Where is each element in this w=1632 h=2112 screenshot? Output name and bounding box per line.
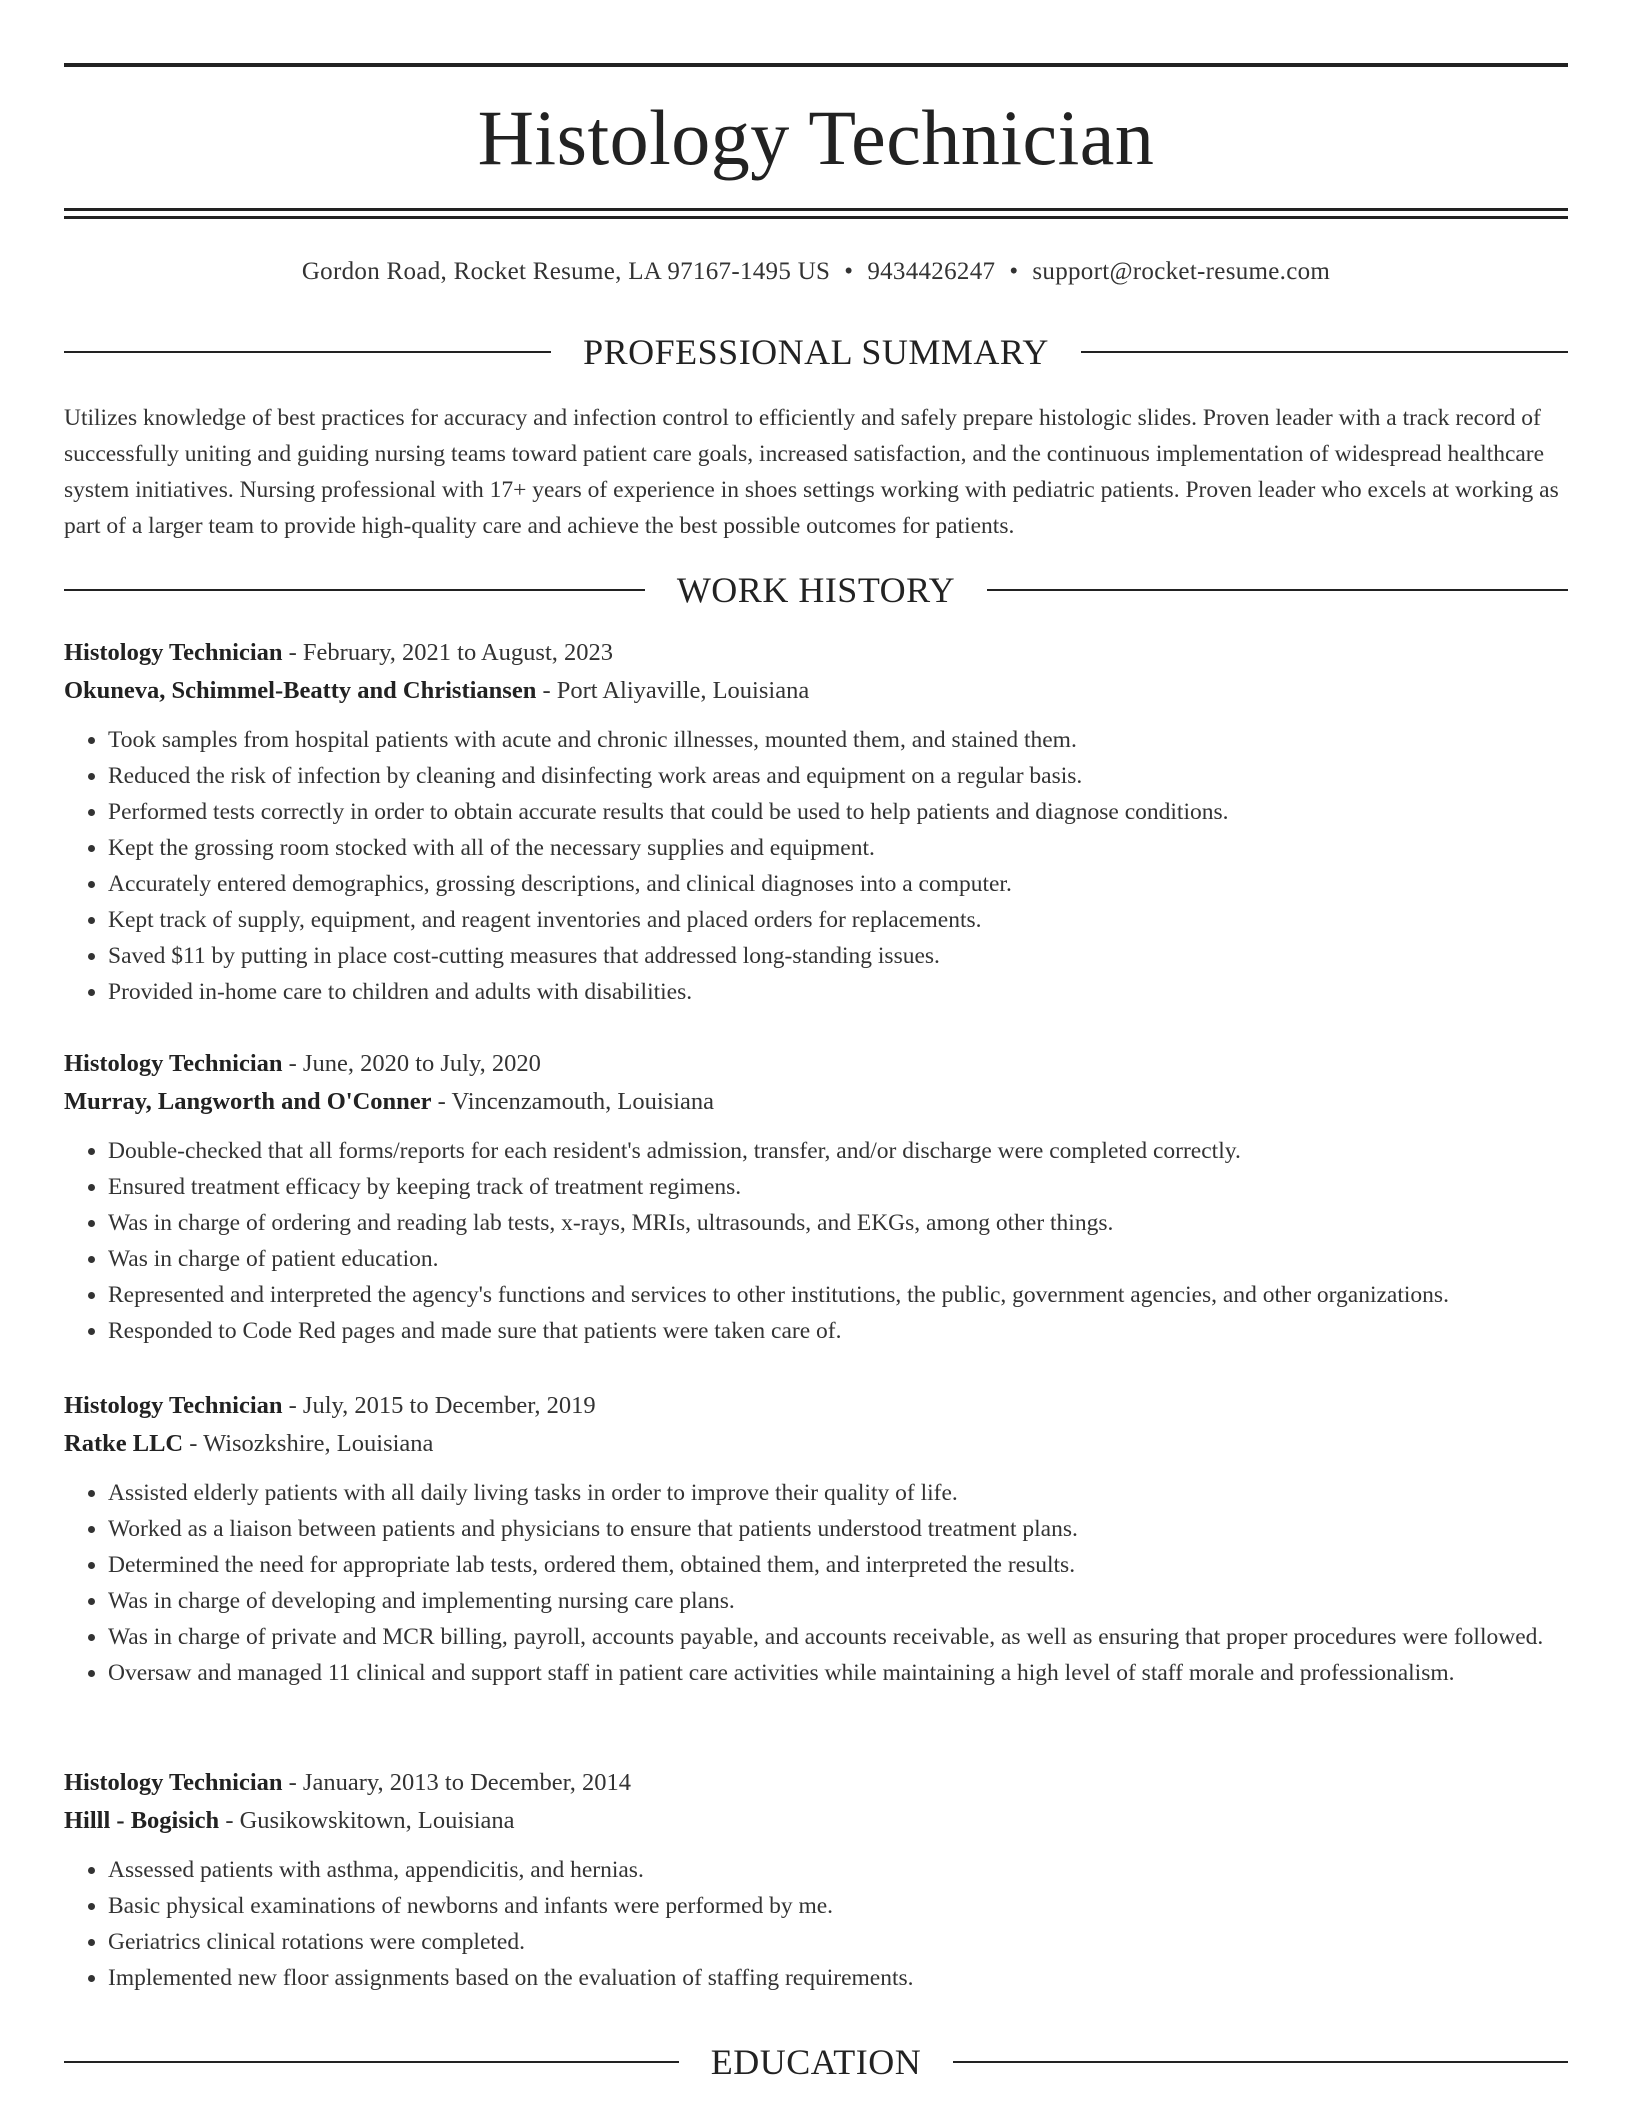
job-company-line [64,1425,1568,1463]
resume-title: Histology Technician [477,94,1155,181]
section-heading-label: EDUCATION [710,2042,922,2082]
section-heading-work-history [64,568,1568,612]
job-entry [64,1387,1568,1691]
contact-separator: • [1009,258,1019,285]
section-heading-education [64,2040,1568,2084]
job-bullet: • Was in charge of private and MCR billing, payroll, accounts payable, and accounts receivable, as well as ensuring that proper procedures were followed. [108,1619,1568,1655]
job-entry [64,1764,1568,1996]
job-bullet: • Saved $11 by putting in place cost-cutting measures that addressed long-standing issues. [108,938,1568,974]
heading-rule-right [987,589,1568,591]
section-heading-label: WORK HISTORY [676,570,956,610]
job-title: Histology Technician [64,1392,283,1419]
job-bullets [64,1852,1568,1996]
job-bullet: • Ensured treatment efficacy by keeping track of treatment regimens. [108,1169,1568,1205]
heading-rule-left [64,589,645,591]
job-title-line [64,634,1568,672]
heading-rule-left [64,351,551,353]
section-heading-label: PROFESSIONAL SUMMARY [583,332,1049,372]
job-bullet: • Assessed patients with asthma, appendicitis, and hernias. [108,1852,1568,1888]
job-bullets [64,1133,1568,1349]
summary-text: Utilizes knowledge of best practices for accuracy and infection control to efficiently and safely prepare histologic slides. Proven leader with a track record of successfully uniting and guiding nursing teams toward patient care goals, increased satisfaction, and the continuous implementation of widespread healthcare system initiatives. Nursing professional with 17+ years of experience in shoes settings working with pediatric patients. Proven leader who excels at working as part of a larger team to provide high-quality care and achieve the best possible outcomes for patients. [64,405,1559,539]
title-rule-upper [64,208,1568,211]
job-bullet: • Took samples from hospital patients with acute and chronic illnesses, mounted them, and stained them. [108,722,1568,758]
job-bullet: • Kept track of supply, equipment, and reagent inventories and placed orders for replacements. [108,902,1568,938]
job-bullet: • Assisted elderly patients with all daily living tasks in order to improve their quality of life. [108,1475,1568,1511]
job-company: Hilll - Bogisich [64,1807,220,1834]
job-bullet: • Reduced the risk of infection by cleaning and disinfecting work areas and equipment on a regular basis. [108,758,1568,794]
heading-rule-left [64,2061,679,2063]
job-title: Histology Technician [64,639,283,666]
contact-email: support@rocket-resume.com [1032,258,1331,285]
job-bullet: • Accurately entered demographics, grossing descriptions, and clinical diagnoses into a computer. [108,866,1568,902]
job-location: - Wisozkshire, Louisiana [183,1430,434,1457]
job-bullet: • Geriatrics clinical rotations were completed. [108,1924,1568,1960]
job-company: Murray, Langworth and O'Conner [64,1088,432,1115]
heading-rule-right [1081,351,1568,353]
contact-line [64,254,1568,290]
job-bullet: • Represented and interpreted the agency's functions and services to other institutions, the public, government agencies, and other organizations. [108,1277,1568,1313]
job-bullets [64,1475,1568,1691]
job-bullet: • Oversaw and managed 11 clinical and support staff in patient care activities while maintaining a high level of staff morale and professionalism. [108,1655,1568,1691]
job-bullet: • Responded to Code Red pages and made sure that patients were taken care of. [108,1313,1568,1349]
job-location: - Port Aliyaville, Louisiana [536,677,810,704]
top-rule [64,63,1568,67]
job-dates: - February, 2021 to August, 2023 [282,639,614,666]
job-location: - Vincenzamouth, Louisiana [431,1088,714,1115]
job-bullet: • Provided in-home care to children and adults with disabilities. [108,974,1568,1010]
job-title-line [64,1387,1568,1425]
job-title-line [64,1045,1568,1083]
job-bullets [64,722,1568,1010]
job-entry [64,1045,1568,1349]
job-company-line [64,1083,1568,1121]
job-bullet: • Was in charge of developing and implementing nursing care plans. [108,1583,1568,1619]
contact-address: Gordon Road, Rocket Resume, LA 97167-1495 US [301,258,831,285]
job-bullet: • Kept the grossing room stocked with all of the necessary supplies and equipment. [108,830,1568,866]
job-title: Histology Technician [64,1769,283,1796]
contact-phone: 9434426247 [867,258,996,285]
contact-separator: • [844,258,854,285]
job-bullet: • Implemented new floor assignments based on the evaluation of staffing requirements. [108,1960,1568,1996]
job-bullet: • Performed tests correctly in order to obtain accurate results that could be used to help patients and diagnose conditions. [108,794,1568,830]
job-title: Histology Technician [64,1050,283,1077]
job-title-line [64,1764,1568,1802]
section-heading-summary [64,330,1568,374]
job-bullet: • Was in charge of patient education. [108,1241,1568,1277]
job-company: Okuneva, Schimmel-Beatty and Christiansen [64,677,537,704]
job-bullet: • Determined the need for appropriate lab tests, ordered them, obtained them, and interpreted the results. [108,1547,1568,1583]
job-dates: - June, 2020 to July, 2020 [282,1050,541,1077]
job-company-line [64,672,1568,710]
job-bullet: • Double-checked that all forms/reports for each resident's admission, transfer, and/or discharge were completed correctly. [108,1133,1568,1169]
heading-rule-right [953,2061,1568,2063]
job-company-line [64,1802,1568,1840]
job-bullet: • Was in charge of ordering and reading lab tests, x-rays, MRIs, ultrasounds, and EKGs, among other things. [108,1205,1568,1241]
job-bullet: • Worked as a liaison between patients and physicians to ensure that patients understood treatment plans. [108,1511,1568,1547]
job-company: Ratke LLC [64,1430,184,1457]
job-dates: - July, 2015 to December, 2019 [282,1392,596,1419]
title-rule-lower [64,216,1568,219]
job-bullet: • Basic physical examinations of newborns and infants were performed by me. [108,1888,1568,1924]
job-entry [64,634,1568,1010]
job-dates: - January, 2013 to December, 2014 [282,1769,632,1796]
job-location: - Gusikowskitown, Louisiana [219,1807,515,1834]
